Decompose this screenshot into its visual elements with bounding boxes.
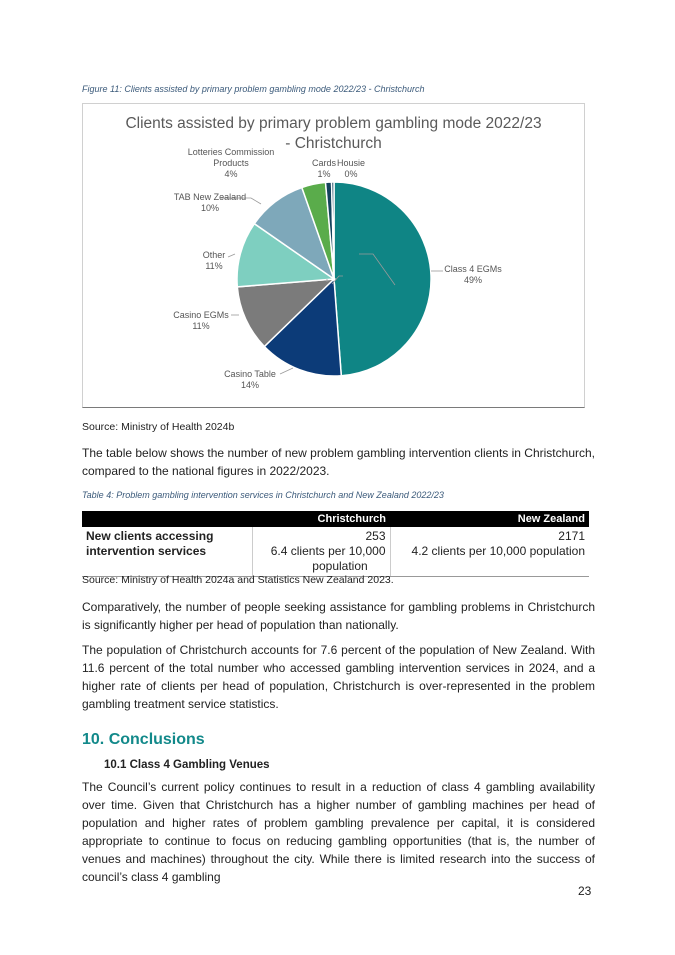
- table-header-row: [82, 511, 589, 527]
- label-casino-table-pct: 14%: [240, 380, 259, 390]
- label-lotteries-pct: 4%: [224, 169, 238, 179]
- pie-slice-class-4-egms: [334, 182, 431, 376]
- label-housie-name: Housie: [336, 158, 365, 168]
- table-source: Source: Ministry of Health 2024a and Statistics New Zealand 2023.: [82, 574, 394, 586]
- figure-caption: Figure 11: Clients assisted by primary problem gambling mode 2022/23 - Christchurch: [82, 84, 425, 94]
- christchurch-count: 253: [365, 529, 386, 543]
- christchurch-rate-line2: population: [312, 559, 368, 573]
- page-number: 23: [578, 884, 592, 898]
- label-housie-pct: 0%: [344, 169, 358, 179]
- chart-title-line2: - Christchurch: [285, 135, 382, 152]
- table-header-blank: [82, 511, 252, 527]
- label-other: [197, 250, 231, 272]
- table-caption: Table 4: Problem gambling intervention services in Christchurch and New Zealand 2022/23: [82, 490, 444, 500]
- label-class4: [443, 264, 503, 286]
- row-label-line1: New clients accessing: [86, 529, 214, 543]
- cell-new-zealand: [390, 527, 589, 577]
- subsection-heading: 10.1 Class 4 Gambling Venues: [104, 759, 270, 771]
- label-lotteries-line2: Products: [213, 158, 249, 168]
- label-other-pct: 11%: [205, 261, 223, 271]
- table-header-christchurch: Christchurch: [252, 511, 390, 527]
- label-tab-name: TAB New Zealand: [173, 192, 247, 202]
- christchurch-rate-line1: 6.4 clients per 10,000: [270, 544, 386, 558]
- label-casino-egms-name: Casino EGMs: [173, 310, 229, 320]
- label-class4-name: Class 4 EGMs: [444, 264, 502, 274]
- label-casino-egms-pct: 11%: [192, 321, 210, 331]
- chart-title-line1: Clients assisted by primary problem gambling mode 2022/23: [125, 115, 542, 132]
- row-label: [82, 527, 252, 577]
- nz-rate: 4.2 clients per 10,000 population: [411, 544, 585, 558]
- chart-source: Source: Ministry of Health 2024b: [82, 421, 235, 433]
- row-label-line2: intervention services: [86, 544, 207, 558]
- label-tab-pct: 10%: [200, 203, 219, 213]
- nz-count: 2171: [558, 529, 585, 543]
- table-row: [82, 527, 589, 577]
- paragraph-comparison: Comparatively, the number of people seeking assistance for gambling problems in Christchurch is significantly higher per head of population than nationally.: [82, 600, 595, 632]
- label-housie: [334, 158, 368, 180]
- label-cards-name: Cards: [311, 158, 336, 168]
- leader-line-casino-table: [280, 368, 293, 374]
- label-tab: [169, 192, 251, 214]
- section-heading: 10. Conclusions: [82, 731, 205, 748]
- paragraph-population: The population of Christchurch accounts for 7.6 percent of the population of New Zealand. With 11.6 percent of the total number who accessed gambling intervention services in 2024, and a higher rate of clients per head of population, Christchurch is over-represented in the problem gambling treatment service statistics.: [82, 643, 595, 711]
- label-lotteries-line1: Lotteries Commission: [187, 147, 275, 157]
- paragraph-table-intro: The table below shows the number of new problem gambling intervention clients in Christchurch, compared to the national figures in 2022/2023.: [82, 446, 595, 478]
- label-casino-table-name: Casino Table: [224, 369, 276, 379]
- cell-christchurch: [252, 527, 390, 577]
- intervention-table: [82, 511, 589, 577]
- label-lotteries: [183, 147, 279, 180]
- label-casino-table: [219, 369, 281, 391]
- label-class4-pct: 49%: [463, 275, 482, 285]
- paragraph-conclusion: The Council’s current policy continues to result in a reduction of class 4 gambling availability over time. Given that Christchurch has a higher number of gambling machines per head of population and higher rates of problem gambling prevalence per capital, it is considered appropriate to continue to focus on reducing gambling opportunities (that is, the number of venues and machines) throughout the city. While there is limited research into the success of council’s class 4 gambling: [82, 780, 595, 884]
- label-casino-egms: [171, 310, 231, 332]
- label-cards-pct: 1%: [317, 169, 331, 179]
- label-other-name: Other: [202, 250, 226, 260]
- table-header-new-zealand: New Zealand: [390, 511, 589, 527]
- pie-chart: [83, 104, 586, 409]
- pie-chart-container: [82, 103, 585, 408]
